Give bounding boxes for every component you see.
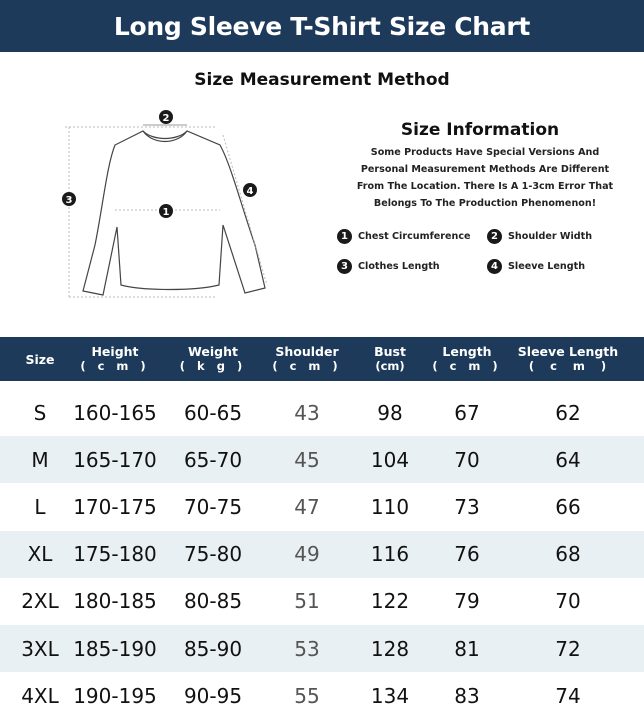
cell-length: 79 [454,589,480,614]
cell-height: 185-190 [73,636,157,661]
cell-bust: 104 [370,447,410,472]
cell-length: 67 [454,400,480,425]
table-row [0,672,644,719]
marker-chest [159,204,173,218]
info-line: Personal Measurement Methods Are Different [360,164,610,175]
cell-height: 175-180 [73,542,157,567]
cell-shoulder: 53 [294,636,320,661]
page-banner [0,0,644,52]
cell-size: M [31,447,49,472]
legend-sleeve: 4 Sleeve Length [487,259,627,274]
cell-length: 83 [454,683,480,708]
cell-sleeve-length: 74 [555,683,581,708]
cell-length: 73 [454,494,480,519]
number-1-icon: 1 [337,229,352,244]
cell-height: 165-170 [73,447,157,472]
cell-shoulder: 51 [294,589,320,614]
marker-length [62,192,76,206]
cell-size: 3XL [21,636,59,661]
table-row [0,625,644,672]
cell-size: XL [27,542,53,567]
number-3-icon: 3 [337,259,352,274]
header-shoulder: Shoulder ( c m ) [272,344,342,373]
cell-sleeve-length: 64 [555,447,581,472]
cell-height: 160-165 [73,400,157,425]
header-bust: Bust (cm) [374,344,406,373]
svg-text:1: 1 [162,207,170,218]
cell-weight: 70-75 [183,494,243,519]
table-row [0,483,644,530]
cell-height: 170-175 [73,494,157,519]
svg-text:2: 2 [162,113,170,124]
marker-shoulder [159,110,173,124]
cell-size: S [33,400,47,425]
size-information-body [335,144,635,212]
svg-text:4: 4 [246,186,254,197]
table-row [0,436,644,483]
cell-bust: 134 [370,683,410,708]
page-title: Long Sleeve T-Shirt Size Chart [113,11,531,41]
header-length: Length ( c m ) [432,344,502,373]
cell-weight: 85-90 [183,636,243,661]
cell-bust: 110 [370,494,410,519]
cell-size: 2XL [21,589,59,614]
cell-bust: 128 [370,636,410,661]
measurement-method-title: Size Measurement Method [194,70,450,90]
table-row [0,531,644,578]
number-2-icon: 2 [487,229,502,244]
cell-sleeve-length: 62 [555,400,581,425]
cell-sleeve-length: 72 [555,636,581,661]
cell-shoulder: 47 [294,494,320,519]
info-line: Some Products Have Special Versions And [370,147,600,158]
cell-size: L [34,494,46,519]
cell-weight: 90-95 [183,683,243,708]
header-size: Size [25,351,55,367]
info-line: From The Location. There Is A 1-3cm Error That [356,181,614,192]
cell-shoulder: 55 [294,683,320,708]
legend-shoulder: 2 Shoulder Width [487,229,627,244]
size-information [335,120,635,212]
header-height: Height ( c m ) [80,344,150,373]
measurement-legend [337,221,637,281]
cell-size: 4XL [21,683,59,708]
cell-bust: 122 [370,589,410,614]
header-sleeve-length: Sleeve Length ( c m ) [517,344,619,373]
cell-shoulder: 45 [294,447,320,472]
table-row [0,578,644,625]
cell-bust: 116 [370,542,410,567]
cell-length: 70 [454,447,480,472]
cell-sleeve-length: 70 [555,589,581,614]
cell-length: 81 [454,636,480,661]
header-weight: Weight ( k g ) [179,344,247,373]
size-information-title: Size Information [400,120,560,140]
cell-weight: 80-85 [183,589,243,614]
cell-weight: 60-65 [183,400,243,425]
cell-shoulder: 49 [294,542,320,567]
marker-sleeve [243,183,257,197]
cell-height: 180-185 [73,589,157,614]
cell-weight: 65-70 [183,447,243,472]
shirt-diagram [55,105,305,310]
size-table-header [0,337,644,381]
svg-text:3: 3 [65,195,73,206]
info-line: Belongs To The Production Phenomenon! [373,198,597,209]
cell-sleeve-length: 68 [555,542,581,567]
cell-shoulder: 43 [294,400,320,425]
legend-chest: 1 Chest Circumference [337,229,487,244]
cell-sleeve-length: 66 [555,494,581,519]
number-4-icon: 4 [487,259,502,274]
legend-length: 3 Clothes Length [337,259,487,274]
cell-weight: 75-80 [183,542,243,567]
cell-height: 190-195 [73,683,157,708]
cell-bust: 98 [377,400,403,425]
table-row [0,389,644,436]
shirt-outline [83,131,265,295]
cell-length: 76 [454,542,480,567]
